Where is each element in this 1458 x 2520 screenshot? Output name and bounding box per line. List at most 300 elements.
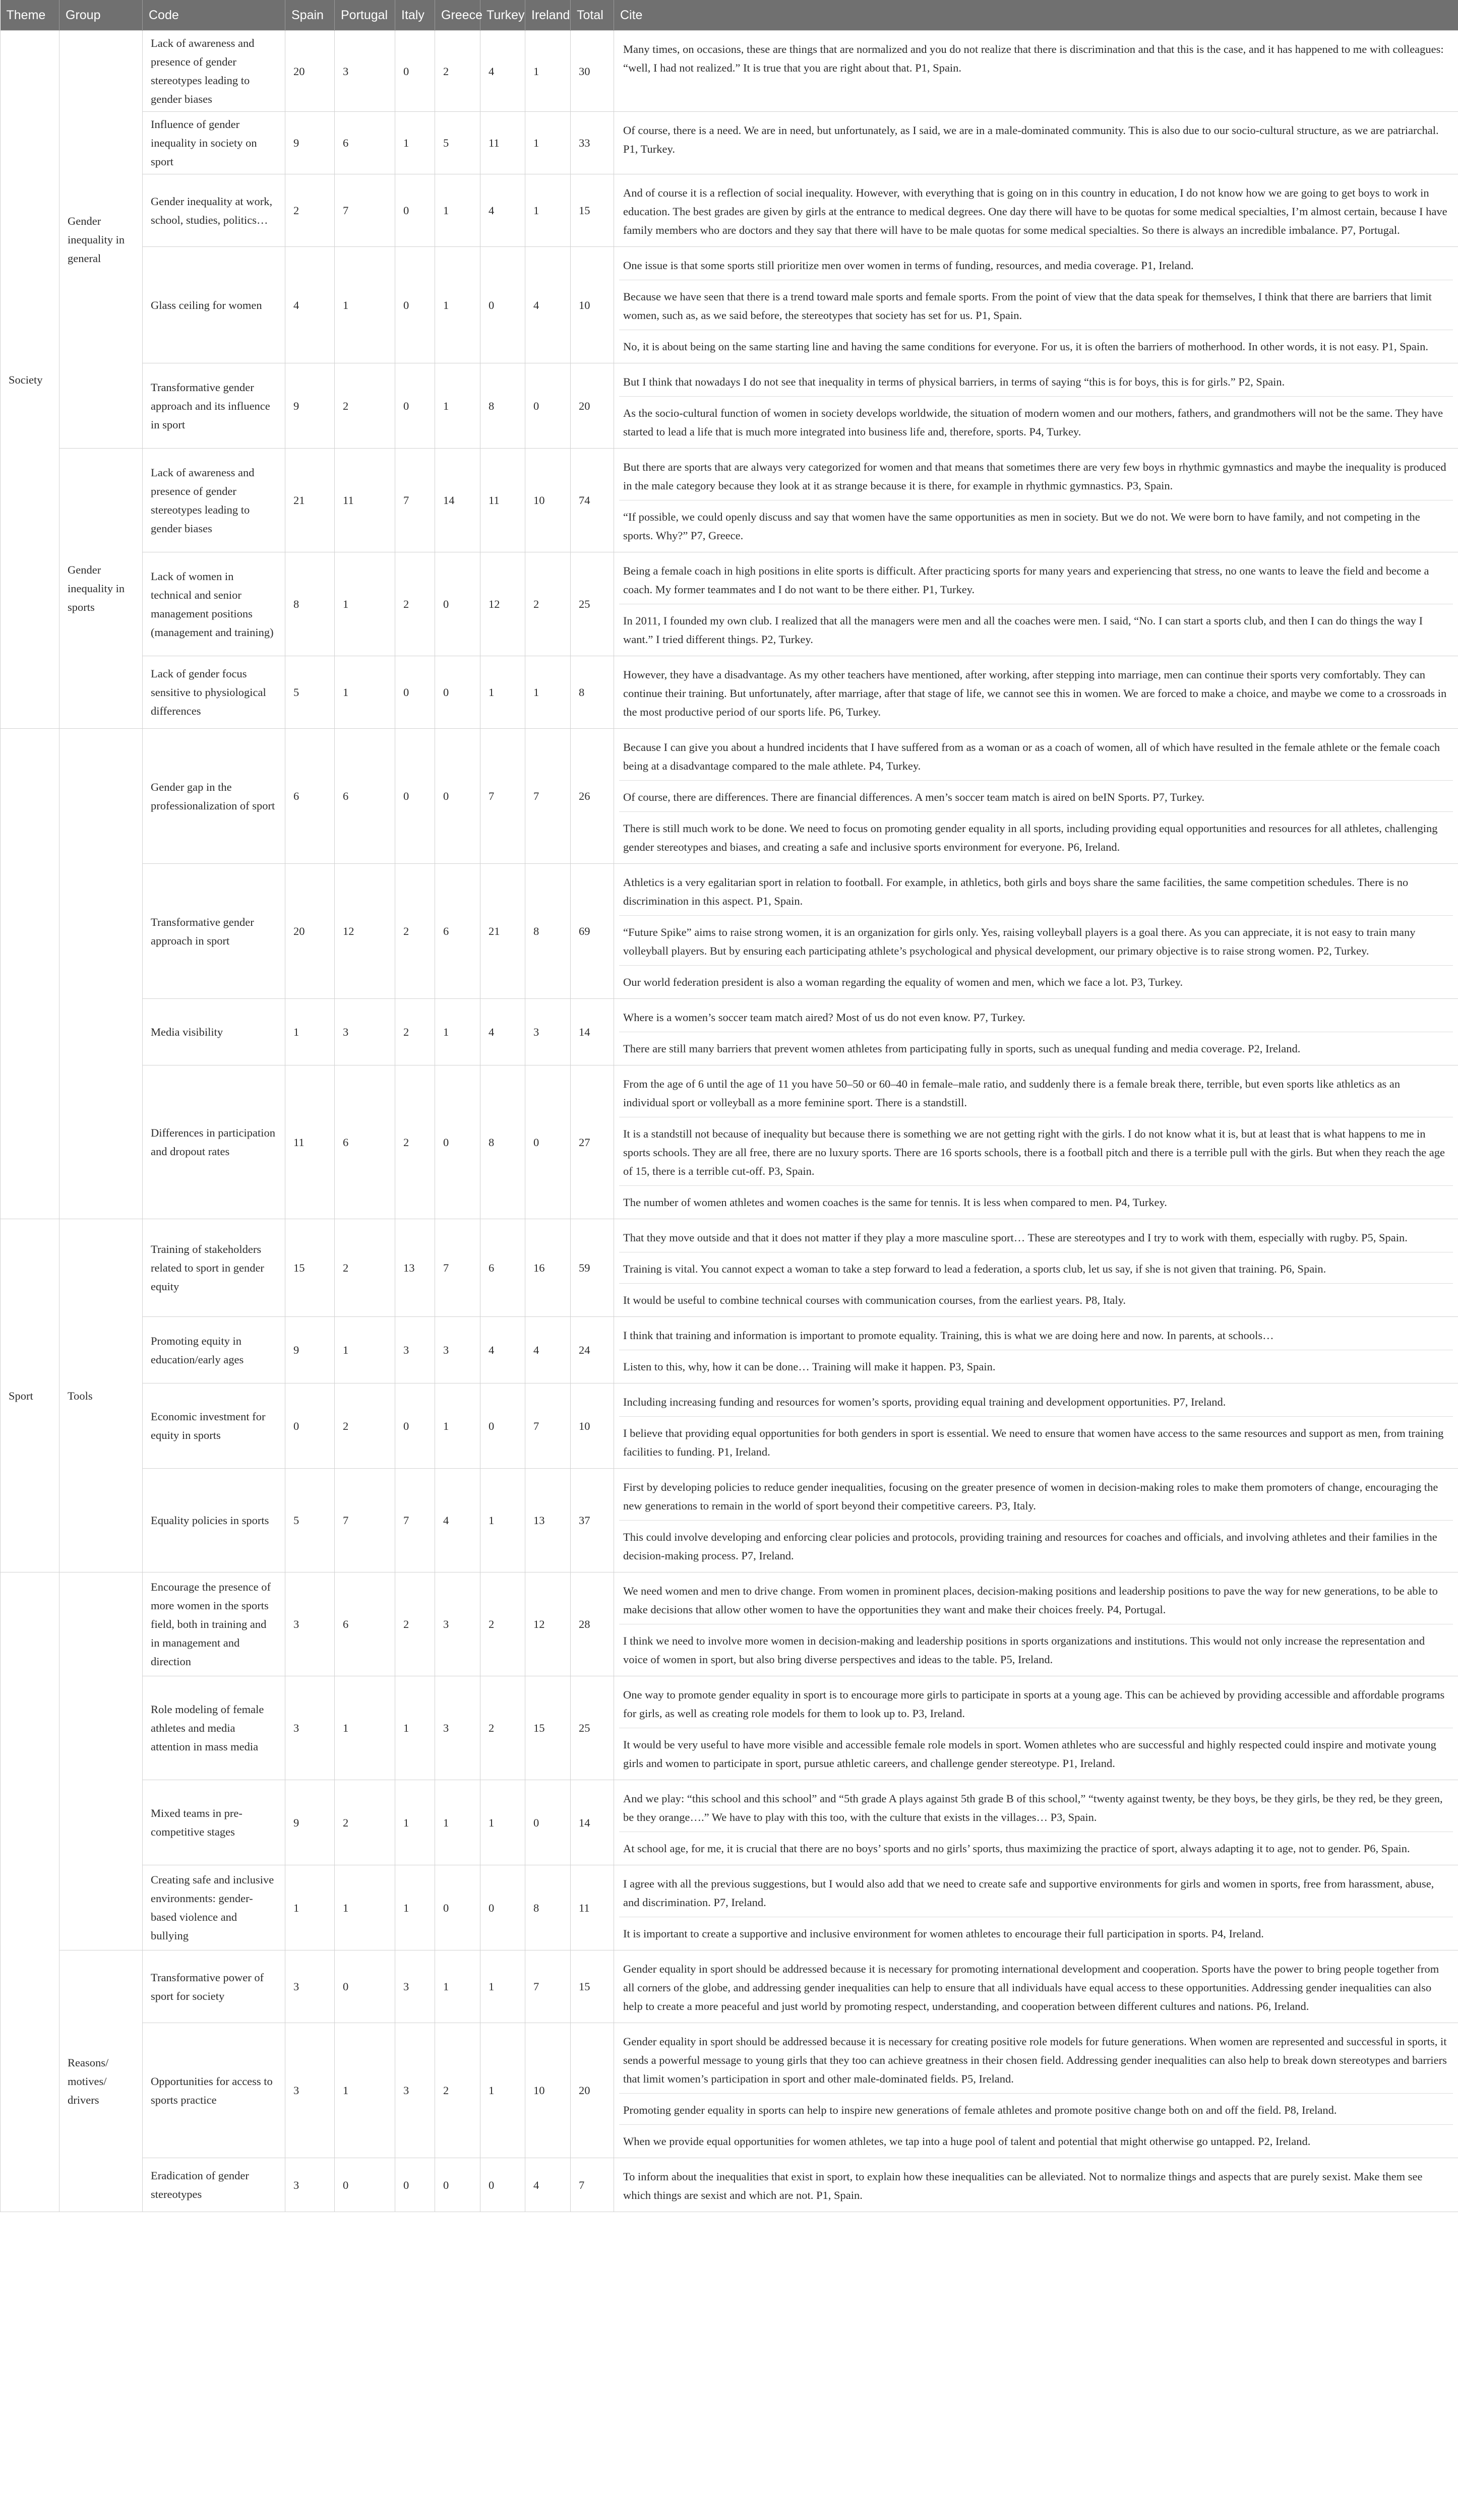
cite-quote: From the age of 6 until the age of 11 you have 50–50 or 60–40 in female–male ratio, and suddenly there is a female break there, terrible, but even sports like athletics as an individual sport or volleyball as a more feminine sport. There is a standstill. — [619, 1067, 1453, 1117]
turkey-count-cell: 12 — [480, 552, 525, 656]
group-cell: Tools — [59, 1219, 143, 1572]
greece-count-cell: 1 — [435, 999, 480, 1065]
cite-cell — [614, 1950, 1458, 2023]
ireland-count-cell: 10 — [525, 449, 571, 552]
total-count-cell: 25 — [571, 1676, 614, 1780]
cite-quote: I think we need to involve more women in decision-making and leadership positions in sports organizations and institutions. This would not only increase the representation and voice of women in sport, but also bring diverse perspectives and ideas to the table. P5, Ireland. — [623, 1634, 1425, 1666]
spain-count-cell: 9 — [285, 1317, 335, 1383]
cite-quote: No, it is about being on the same starting line and having the same conditions for everyone. For us, it is often the barriers of motherhood. In other words, it is not easy. P1, Spain. — [623, 340, 1428, 353]
table-row — [1, 112, 1458, 174]
turkey-count-cell: 11 — [480, 449, 525, 552]
code-cell: Transformative gender approach in sport — [143, 864, 285, 999]
spain-count-cell: 20 — [285, 864, 335, 999]
group-cell: Reasons/ motives/ drivers — [59, 1950, 143, 2212]
italy-count-cell: 0 — [395, 2158, 435, 2212]
cite-quote: When we provide equal opportunities for women athletes, we tap into a huge pool of talent and potential that might otherwise go untapped. P2, Ireland. — [623, 2135, 1311, 2148]
ireland-count-cell: 0 — [525, 363, 571, 449]
total-count-cell: 26 — [571, 729, 614, 864]
code-cell: Role modeling of female athletes and media attention in mass media — [143, 1676, 285, 1780]
spain-count-cell: 8 — [285, 552, 335, 656]
total-count-cell: 8 — [571, 656, 614, 729]
code-cell: Eradication of gender stereotypes — [143, 2158, 285, 2212]
code-cell: Lack of awareness and presence of gender stereotypes leading to gender biases — [143, 449, 285, 552]
greece-count-cell: 0 — [435, 2158, 480, 2212]
italy-count-cell: 2 — [395, 864, 435, 999]
table-row — [1, 864, 1458, 999]
group-cell: Gender inequality in sports — [59, 449, 143, 729]
cite-cell — [614, 1572, 1458, 1676]
cite-cell — [614, 1065, 1458, 1219]
code-cell: Lack of women in technical and senior management positions (management and training) — [143, 552, 285, 656]
italy-count-cell: 3 — [395, 1950, 435, 2023]
code-cell: Differences in participation and dropout rates — [143, 1065, 285, 1219]
italy-count-cell: 1 — [395, 1780, 435, 1865]
code-cell: Media visibility — [143, 999, 285, 1065]
turkey-count-cell: 1 — [480, 1950, 525, 2023]
portugal-count-cell: 0 — [335, 1950, 395, 2023]
turkey-count-cell: 4 — [480, 31, 525, 112]
cite-quote: “If possible, we could openly discuss and say that women have the same opportunities as men in society. But we do not. We were born to have family, and not competing in the sports. Why?” P7, Greece. — [623, 511, 1420, 542]
spain-count-cell: 15 — [285, 1219, 335, 1317]
cite-cell — [614, 1219, 1458, 1317]
cite-quote: Of course, there is a need. We are in need, but unfortunately, as I said, we are in a male-dominated community. This is also due to our socio-cultural structure, as we are patriarchal. P1, Turkey. — [623, 124, 1439, 155]
portugal-count-cell: 6 — [335, 729, 395, 864]
cite-quote: This could involve developing and enforcing clear policies and protocols, providing training and resources for coaches and officials, and involving athletes and their families in the decision-making process. P7, Ireland. — [623, 1531, 1437, 1562]
total-count-cell: 20 — [571, 363, 614, 449]
turkey-count-cell: 1 — [480, 2023, 525, 2158]
table-row — [1, 552, 1458, 656]
spain-count-cell: 3 — [285, 2158, 335, 2212]
cite-quote: I think that training and information is important to promote equality. Training, this is what we are doing here and now. In parents, at schools… — [619, 1319, 1453, 1350]
table-row — [1, 1676, 1458, 1780]
portugal-count-cell: 3 — [335, 31, 395, 112]
total-count-cell: 11 — [571, 1865, 614, 1950]
italy-count-cell: 0 — [395, 174, 435, 247]
portugal-count-cell: 7 — [335, 174, 395, 247]
greece-count-cell: 3 — [435, 1317, 480, 1383]
code-cell: Glass ceiling for women — [143, 247, 285, 363]
table-row — [1, 1383, 1458, 1469]
total-count-cell: 28 — [571, 1572, 614, 1676]
italy-count-cell: 7 — [395, 449, 435, 552]
portugal-count-cell: 1 — [335, 1317, 395, 1383]
portugal-count-cell: 2 — [335, 1219, 395, 1317]
total-count-cell: 15 — [571, 174, 614, 247]
spain-count-cell: 0 — [285, 1383, 335, 1469]
cite-quote: Our world federation president is also a woman regarding the equality of women and men, which we face a lot. P3, Turkey. — [623, 976, 1183, 988]
spain-count-cell: 9 — [285, 112, 335, 174]
column-header-spain: Spain — [285, 0, 335, 31]
spain-count-cell: 3 — [285, 1950, 335, 2023]
portugal-count-cell: 1 — [335, 2023, 395, 2158]
table-body — [1, 31, 1458, 2212]
greece-count-cell: 7 — [435, 1219, 480, 1317]
code-cell: Lack of gender focus sensitive to physiological differences — [143, 656, 285, 729]
greece-count-cell: 2 — [435, 2023, 480, 2158]
table-row — [1, 729, 1458, 864]
cite-quote: To inform about the inequalities that exist in sport, to explain how these inequalities can be alleviated. Not to normalize things and aspects that are purely sexist. Make them see which things are sexist and which are not. P1, Spain. — [623, 2170, 1423, 2201]
spain-count-cell: 9 — [285, 363, 335, 449]
cite-quote: I agree with all the previous suggestions, but I would also add that we need to create safe and supportive environments for girls and women in sports, free from harassment, abuse, and discrimination. P7, Ireland. — [619, 1867, 1453, 1917]
total-count-cell: 74 — [571, 449, 614, 552]
code-cell: Transformative gender approach and its influence in sport — [143, 363, 285, 449]
cite-quote: Promoting gender equality in sports can help to inspire new generations of female athletes and promote positive change both on and off the field. P8, Ireland. — [619, 2094, 1453, 2125]
portugal-count-cell: 1 — [335, 552, 395, 656]
spain-count-cell: 1 — [285, 999, 335, 1065]
table-row — [1, 174, 1458, 247]
cite-quote: Many times, on occasions, these are things that are normalized and you do not realize that there is discrimination and that this is the case, and it has happened to me with colleagues: “well, I had not realized.” It is true that you are right about that. P1, Spain. — [623, 43, 1444, 74]
ireland-count-cell: 2 — [525, 552, 571, 656]
table-row — [1, 999, 1458, 1065]
code-cell: Training of stakeholders related to sport in gender equity — [143, 1219, 285, 1317]
turkey-count-cell: 0 — [480, 1383, 525, 1469]
total-count-cell: 14 — [571, 1780, 614, 1865]
ireland-count-cell: 7 — [525, 1950, 571, 2023]
code-cell: Influence of gender inequality in society on sport — [143, 112, 285, 174]
spain-count-cell: 20 — [285, 31, 335, 112]
cite-quote: And of course it is a reflection of social inequality. However, with everything that is going on in this country in education, I do not know how we are going to get boys to work in education. The best grades are given by girls at the entrance to medical degrees. One day there will have to be quotas for some medical specialties, I’m almost certain, because I have family members who are doctors and they say that there will have to be male quotas for some medical specialties. So there is always an incredible imbalance. P7, Portugal. — [623, 186, 1447, 236]
spain-count-cell: 4 — [285, 247, 335, 363]
portugal-count-cell: 6 — [335, 112, 395, 174]
spain-count-cell: 6 — [285, 729, 335, 864]
cite-cell — [614, 656, 1458, 729]
table-row — [1, 1865, 1458, 1950]
code-cell: Promoting equity in education/early ages — [143, 1317, 285, 1383]
turkey-count-cell: 6 — [480, 1219, 525, 1317]
cite-quote: However, they have a disadvantage. As my other teachers have mentioned, after working, after stepping into marriage, men can continue their sports very comfortably. They can continue their training. But unfortunately, after marriage, after that stage of life, we cannot see this in women. We are forced to make a choice, and maybe we come to a crossroads in the most productive period of our sports life. P6, Turkey. — [623, 668, 1447, 718]
ireland-count-cell: 12 — [525, 1572, 571, 1676]
cite-cell — [614, 552, 1458, 656]
cite-quote: It would be very useful to have more visible and accessible female role models in sport. Women athletes who are successful and highly respected could inspire and motivate young girls and women to participate in sport, pursue athletic careers, and challenge gender stereotype. P1, Ireland. — [623, 1738, 1436, 1770]
italy-count-cell: 0 — [395, 656, 435, 729]
turkey-count-cell: 0 — [480, 247, 525, 363]
greece-count-cell: 1 — [435, 174, 480, 247]
spain-count-cell: 11 — [285, 1065, 335, 1219]
cite-quote: Including increasing funding and resources for women’s sports, providing equal training and development opportunities. P7, Ireland. — [619, 1385, 1453, 1417]
cite-quote: Because I can give you about a hundred incidents that I have suffered from as a woman or as a coach of women, all of which have resulted in the female athlete or the female coach being at a disadvantage compared to the male athlete. P4, Turkey. — [619, 731, 1453, 781]
cite-quote: Because we have seen that there is a trend toward male sports and female sports. From the point of view that the data speak for themselves, I think that there are barriers that limit women, such as, as we said before, the stereotypes that society has set for us. P1, Spain. — [619, 280, 1453, 330]
cite-cell — [614, 449, 1458, 552]
code-cell: Mixed teams in pre-competitive stages — [143, 1780, 285, 1865]
ireland-count-cell: 8 — [525, 864, 571, 999]
greece-count-cell: 5 — [435, 112, 480, 174]
turkey-count-cell: 21 — [480, 864, 525, 999]
greece-count-cell: 6 — [435, 864, 480, 999]
cite-quote: In 2011, I founded my own club. I realized that all the managers were men and all the coaches were men. I said, “No. I can start a sports club, and then I can do things the way I want.” I tried different things. P2, Turkey. — [623, 614, 1423, 646]
table-row — [1, 449, 1458, 552]
spain-count-cell: 21 — [285, 449, 335, 552]
table-header — [1, 0, 1458, 31]
cite-quote: Athletics is a very egalitarian sport in relation to football. For example, in athletics, both girls and boys share the same facilities, the same competition schedules. There is no discrimination in this aspect. P1, Spain. — [619, 866, 1453, 916]
cite-cell — [614, 864, 1458, 999]
table-row — [1, 1065, 1458, 1219]
table-row — [1, 1572, 1458, 1676]
italy-count-cell: 13 — [395, 1219, 435, 1317]
portugal-count-cell: 1 — [335, 656, 395, 729]
cite-cell — [614, 1469, 1458, 1572]
greece-count-cell: 4 — [435, 1469, 480, 1572]
table-row — [1, 2158, 1458, 2212]
table-row — [1, 247, 1458, 363]
italy-count-cell: 1 — [395, 1676, 435, 1780]
total-count-cell: 69 — [571, 864, 614, 999]
turkey-count-cell: 1 — [480, 1469, 525, 1572]
table-row — [1, 1219, 1458, 1317]
cite-quote: Being a female coach in high positions in elite sports is difficult. After practicing sports for many years and experiencing that stress, no one wants to leave the field and become a coach. My former teammates and I do not want to be there either. P1, Turkey. — [619, 554, 1453, 604]
group-cell — [59, 729, 143, 1219]
italy-count-cell: 0 — [395, 31, 435, 112]
column-header-total: Total — [571, 0, 614, 31]
code-cell: Creating safe and inclusive environments: gender-based violence and bullying — [143, 1865, 285, 1950]
portugal-count-cell: 3 — [335, 999, 395, 1065]
portugal-count-cell: 1 — [335, 247, 395, 363]
cite-cell — [614, 729, 1458, 864]
ireland-count-cell: 0 — [525, 1065, 571, 1219]
code-cell: Gender inequality at work, school, studies, politics… — [143, 174, 285, 247]
column-header-ireland: Ireland — [525, 0, 571, 31]
cite-quote: “Future Spike” aims to raise strong women, it is an organization for girls only. Yes, raising volleyball players is a goal there. As you can appreciate, it is not easy to train many volleyball players. But by ensuring each participating athlete’s psychological and physical development, our primary objective is to raise strong women. P2, Turkey. — [619, 916, 1453, 966]
turkey-count-cell: 0 — [480, 1865, 525, 1950]
column-header-theme: Theme — [1, 0, 59, 31]
turkey-count-cell: 11 — [480, 112, 525, 174]
cite-quote: Where is a women’s soccer team match aired? Most of us do not even know. P7, Turkey. — [619, 1001, 1453, 1032]
spain-count-cell: 9 — [285, 1780, 335, 1865]
cite-cell — [614, 112, 1458, 174]
cite-quote: Gender equality in sport should be addressed because it is necessary for creating positive role models for future generations. When women are represented and successful in sports, it sends a powerful message to young girls that they too can achieve greatness in their chosen field. Addressing gender inequalities can also help to break down stereotypes and barriers that limit women’s participation in sport and other male-dominated fields. P5, Ireland. — [619, 2025, 1453, 2094]
cite-cell — [614, 1317, 1458, 1383]
total-count-cell: 25 — [571, 552, 614, 656]
ireland-count-cell: 1 — [525, 656, 571, 729]
total-count-cell: 59 — [571, 1219, 614, 1317]
greece-count-cell: 3 — [435, 1572, 480, 1676]
ireland-count-cell: 4 — [525, 1317, 571, 1383]
turkey-count-cell: 7 — [480, 729, 525, 864]
greece-count-cell: 0 — [435, 729, 480, 864]
code-cell: Equality policies in sports — [143, 1469, 285, 1572]
turkey-count-cell: 2 — [480, 1572, 525, 1676]
cite-quote: And we play: “this school and this school” and “5th grade A plays against 5th grade B of this school,” “twenty against twenty, be they boys, be they girls, be they red, be they green, be they orange….” We have to play with this too, with the culture that exists in the villages… P3, Spain. — [619, 1782, 1453, 1832]
ireland-count-cell: 1 — [525, 174, 571, 247]
cite-quote: I believe that providing equal opportunities for both genders in sport is essential. We need to ensure that women have access to the same resources and support as men, from training facilities to funding. P1, Ireland. — [623, 1427, 1444, 1458]
total-count-cell: 24 — [571, 1317, 614, 1383]
greece-count-cell: 1 — [435, 1780, 480, 1865]
ireland-count-cell: 4 — [525, 247, 571, 363]
cite-cell — [614, 31, 1458, 112]
ireland-count-cell: 3 — [525, 999, 571, 1065]
cite-quote: First by developing policies to reduce gender inequalities, focusing on the greater presence of women in decision-making roles to make them promoters of change, encouraging the new generations to remain in the world of sport beyond their competitive careers. P3, Italy. — [619, 1471, 1453, 1521]
total-count-cell: 14 — [571, 999, 614, 1065]
total-count-cell: 33 — [571, 112, 614, 174]
italy-count-cell: 0 — [395, 363, 435, 449]
cite-quote: Gender equality in sport should be addressed because it is necessary for promoting international development and cooperation. Sports have the power to bring people together from all corners of the globe, and addressing gender inequalities can help to ensure that all individuals have equal access to these opportunities. Addressing gender inequalities can also help to create a more peaceful and just world by promoting respect, understanding, and cooperation between different cultures and nations. P6, Ireland. — [623, 1963, 1439, 2012]
code-cell: Opportunities for access to sports practice — [143, 2023, 285, 2158]
table-row — [1, 1317, 1458, 1383]
ireland-count-cell: 0 — [525, 1780, 571, 1865]
code-cell: Transformative power of sport for society — [143, 1950, 285, 2023]
ireland-count-cell: 8 — [525, 1865, 571, 1950]
greece-count-cell: 3 — [435, 1676, 480, 1780]
cite-quote: There are still many barriers that prevent women athletes from participating fully in sports, such as unequal funding and media coverage. P2, Ireland. — [623, 1042, 1301, 1055]
italy-count-cell: 2 — [395, 552, 435, 656]
cite-quote: It is important to create a supportive and inclusive environment for women athletes to encourage their full participation in sports. P4, Ireland. — [623, 1927, 1264, 1940]
theme-cell: Sport — [1, 1219, 59, 1572]
cite-quote: One way to promote gender equality in sport is to encourage more girls to participate in sports at a young age. This can be achieved by providing accessible and affordable programs for girls, as well as creating role models for them to look up to. P3, Ireland. — [619, 1678, 1453, 1728]
group-cell — [59, 1572, 143, 1950]
total-count-cell: 10 — [571, 1383, 614, 1469]
table-row — [1, 2023, 1458, 2158]
theme-cell: Society — [1, 31, 59, 729]
cite-quote: It is a standstill not because of inequality but because there is something we are not getting right with the girls. I do not know what it is, but at least that is what happens to me in sports schools. They are all free, there are no luxury sports. There are 16 sports schools, there is a football pitch and there is a terrible pull with the girls. But when they reach the age of 15, there is a terrible cut-off. P3, Spain. — [619, 1117, 1453, 1186]
cite-cell — [614, 999, 1458, 1065]
cite-quote: That they move outside and that it does not matter if they play a more masculine sport… These are stereotypes and I try to work with them, especially with rugby. P5, Spain. — [619, 1221, 1453, 1252]
header-row — [1, 0, 1458, 31]
theme-cell — [1, 729, 59, 1219]
spain-count-cell: 3 — [285, 1572, 335, 1676]
cite-cell — [614, 1676, 1458, 1780]
turkey-count-cell: 2 — [480, 1676, 525, 1780]
total-count-cell: 10 — [571, 247, 614, 363]
cite-quote: One issue is that some sports still prioritize men over women in terms of funding, resources, and media coverage. P1, Ireland. — [619, 249, 1453, 280]
ireland-count-cell: 13 — [525, 1469, 571, 1572]
column-header-code: Code — [143, 0, 285, 31]
turkey-count-cell: 4 — [480, 999, 525, 1065]
cite-quote: But I think that nowadays I do not see that inequality in terms of physical barriers, in terms of saying “this is for boys, this is for girls.” P2, Spain. — [619, 365, 1453, 397]
cite-cell — [614, 1865, 1458, 1950]
greece-count-cell: 0 — [435, 1865, 480, 1950]
cite-quote: It would be useful to combine technical courses with communication courses, from the earliest years. P8, Italy. — [623, 1294, 1126, 1306]
italy-count-cell: 0 — [395, 729, 435, 864]
italy-count-cell: 3 — [395, 1317, 435, 1383]
spain-count-cell: 2 — [285, 174, 335, 247]
total-count-cell: 30 — [571, 31, 614, 112]
turkey-count-cell: 4 — [480, 174, 525, 247]
code-cell: Encourage the presence of more women in the sports field, both in training and in management and direction — [143, 1572, 285, 1676]
italy-count-cell: 2 — [395, 1065, 435, 1219]
greece-count-cell: 1 — [435, 1383, 480, 1469]
table-row — [1, 1950, 1458, 2023]
turkey-count-cell: 1 — [480, 656, 525, 729]
column-header-cite: Cite — [614, 0, 1458, 31]
greece-count-cell: 0 — [435, 1065, 480, 1219]
turkey-count-cell: 8 — [480, 363, 525, 449]
portugal-count-cell: 6 — [335, 1572, 395, 1676]
cite-cell — [614, 2023, 1458, 2158]
total-count-cell: 37 — [571, 1469, 614, 1572]
cite-cell — [614, 2158, 1458, 2212]
greece-count-cell: 2 — [435, 31, 480, 112]
italy-count-cell: 1 — [395, 1865, 435, 1950]
cite-cell — [614, 1780, 1458, 1865]
italy-count-cell: 3 — [395, 2023, 435, 2158]
ireland-count-cell: 16 — [525, 1219, 571, 1317]
portugal-count-cell: 0 — [335, 2158, 395, 2212]
spain-count-cell: 3 — [285, 2023, 335, 2158]
cite-quote: Listen to this, why, how it can be done… Training will make it happen. P3, Spain. — [623, 1360, 996, 1373]
cite-quote: Training is vital. You cannot expect a woman to take a step forward to lead a federation, a sports club, let us say, if she is not given that training. P6, Spain. — [619, 1252, 1453, 1284]
code-cell: Lack of awareness and presence of gender stereotypes leading to gender biases — [143, 31, 285, 112]
italy-count-cell: 0 — [395, 1383, 435, 1469]
cite-quote: As the socio-cultural function of women in society develops worldwide, the situation of modern women and our mothers, fathers, and grandmothers will not be the same. They have started to lead a life that is much more integrated into business life and, therefore, sports. P4, Turkey. — [623, 407, 1443, 438]
portugal-count-cell: 1 — [335, 1676, 395, 1780]
total-count-cell: 20 — [571, 2023, 614, 2158]
ireland-count-cell: 1 — [525, 112, 571, 174]
portugal-count-cell: 1 — [335, 1865, 395, 1950]
italy-count-cell: 0 — [395, 247, 435, 363]
portugal-count-cell: 7 — [335, 1469, 395, 1572]
spain-count-cell: 3 — [285, 1676, 335, 1780]
table-row — [1, 1780, 1458, 1865]
ireland-count-cell: 15 — [525, 1676, 571, 1780]
table-row — [1, 31, 1458, 112]
column-header-portugal: Portugal — [335, 0, 395, 31]
ireland-count-cell: 7 — [525, 729, 571, 864]
ireland-count-cell: 7 — [525, 1383, 571, 1469]
greece-count-cell: 1 — [435, 247, 480, 363]
cite-quote: We need women and men to drive change. From women in prominent places, decision-making positions and leadership positions to pave the way for new generations, to be able to make decisions that allow other women to have the opportunities they want and make their choices freely. P4, Portugal. — [619, 1574, 1453, 1624]
greece-count-cell: 1 — [435, 1950, 480, 2023]
spain-count-cell: 1 — [285, 1865, 335, 1950]
cite-quote: But there are sports that are always very categorized for women and that means that sometimes there are very few boys in rhythmic gymnastics and maybe the inequality is produced in the male category because they look at it as strange because it is there, for example in rhythmic gymnastics. P3, Spain. — [619, 451, 1453, 500]
column-header-greece: Greece — [435, 0, 480, 31]
cite-cell — [614, 1383, 1458, 1469]
total-count-cell: 27 — [571, 1065, 614, 1219]
ireland-count-cell: 1 — [525, 31, 571, 112]
turkey-count-cell: 8 — [480, 1065, 525, 1219]
ireland-count-cell: 10 — [525, 2023, 571, 2158]
group-cell: Gender inequality in general — [59, 31, 143, 449]
italy-count-cell: 1 — [395, 112, 435, 174]
code-cell: Economic investment for equity in sports — [143, 1383, 285, 1469]
portugal-count-cell: 2 — [335, 1780, 395, 1865]
greece-count-cell: 0 — [435, 656, 480, 729]
table-row — [1, 363, 1458, 449]
cite-quote: Of course, there are differences. There are financial differences. A men’s soccer team match is aired on beIN Sports. P7, Turkey. — [619, 781, 1453, 812]
turkey-count-cell: 1 — [480, 1780, 525, 1865]
theme-cell — [1, 1572, 59, 2212]
column-header-italy: Italy — [395, 0, 435, 31]
column-header-turkey: Turkey — [480, 0, 525, 31]
total-count-cell: 7 — [571, 2158, 614, 2212]
table-row — [1, 1469, 1458, 1572]
portugal-count-cell: 2 — [335, 363, 395, 449]
turkey-count-cell: 0 — [480, 2158, 525, 2212]
column-header-group: Group — [59, 0, 143, 31]
portugal-count-cell: 11 — [335, 449, 395, 552]
cite-quote: There is still much work to be done. We need to focus on promoting gender equality in all sports, including providing equal opportunities and resources for all athletes, challenging gender stereotypes and biases, and creating a safe and inclusive sports environment for everyone. P6, Ireland. — [623, 822, 1438, 853]
spain-count-cell: 5 — [285, 656, 335, 729]
ireland-count-cell: 4 — [525, 2158, 571, 2212]
cite-quote: At school age, for me, it is crucial that there are no boys’ sports and no girls’ sports, thus maximizing the practice of sport, always adapting it to age, not to gender. P6, Spain. — [623, 1842, 1410, 1855]
table-row — [1, 656, 1458, 729]
italy-count-cell: 7 — [395, 1469, 435, 1572]
greece-count-cell: 0 — [435, 552, 480, 656]
turkey-count-cell: 4 — [480, 1317, 525, 1383]
cite-cell — [614, 247, 1458, 363]
code-cell: Gender gap in the professionalization of sport — [143, 729, 285, 864]
spain-count-cell: 5 — [285, 1469, 335, 1572]
portugal-count-cell: 2 — [335, 1383, 395, 1469]
total-count-cell: 15 — [571, 1950, 614, 2023]
portugal-count-cell: 12 — [335, 864, 395, 999]
portugal-count-cell: 6 — [335, 1065, 395, 1219]
greece-count-cell: 1 — [435, 363, 480, 449]
cite-quote: The number of women athletes and women coaches is the same for tennis. It is less when compared to men. P4, Turkey. — [623, 1196, 1167, 1209]
italy-count-cell: 2 — [395, 1572, 435, 1676]
italy-count-cell: 2 — [395, 999, 435, 1065]
greece-count-cell: 14 — [435, 449, 480, 552]
cite-cell — [614, 174, 1458, 247]
cite-cell — [614, 363, 1458, 449]
